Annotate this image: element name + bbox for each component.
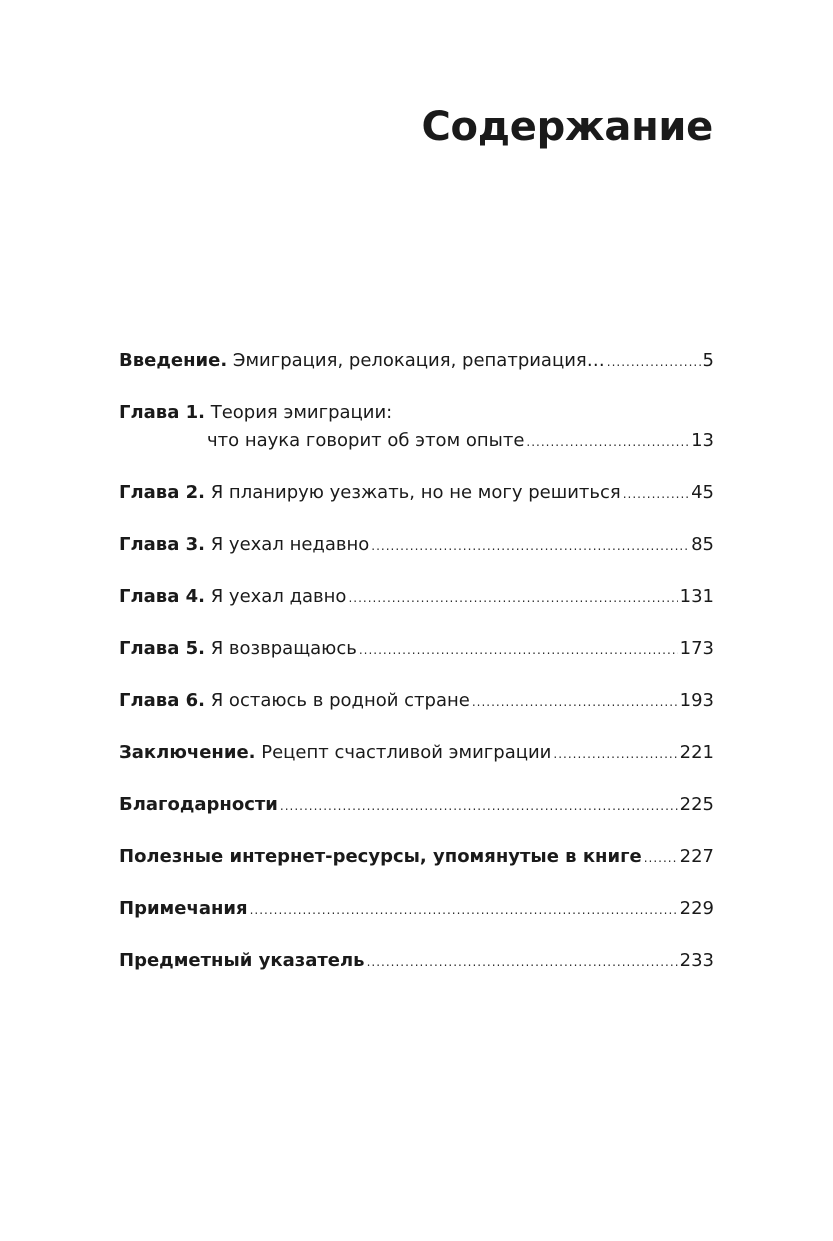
toc-entry-title: Предметный указатель	[119, 950, 365, 971]
toc-entry-lead: Введение.	[119, 350, 228, 371]
toc-entry-title: Полезные интернет-ресурсы, упомянутые в книге	[119, 846, 642, 867]
toc-page-number: 45	[691, 482, 714, 503]
toc-leader-dots	[472, 695, 678, 709]
toc-leader-dots	[280, 799, 678, 813]
toc-leader-dots	[644, 851, 678, 865]
page-title: Содержание	[421, 104, 713, 150]
toc-entry-lead: Глава 3.	[119, 534, 205, 555]
toc-entry-chapter-3[interactable]	[119, 534, 714, 555]
toc-entry-acknowledgements[interactable]	[119, 794, 714, 815]
toc-entry-lead: Глава 4.	[119, 586, 205, 607]
toc-entry-title: Я уехал давно	[210, 586, 347, 607]
toc-entry-introduction[interactable]	[119, 350, 714, 371]
toc-entry-chapter-4[interactable]	[119, 586, 714, 607]
toc-page-number: 229	[679, 898, 714, 919]
toc-entry-title: Я уехал недавно	[210, 534, 370, 555]
table-of-contents	[119, 350, 714, 971]
toc-page-number: 131	[679, 586, 714, 607]
toc-page-number: 85	[691, 534, 714, 555]
toc-leader-dots	[623, 487, 689, 501]
toc-entry-lead: Глава 2.	[119, 482, 205, 503]
toc-entry-title: Я остаюсь в родной стране	[210, 690, 470, 711]
toc-leader-dots	[553, 747, 677, 761]
toc-entry-chapter-6[interactable]	[119, 690, 714, 711]
toc-entry-notes[interactable]	[119, 898, 714, 919]
toc-entry-title: Примечания	[119, 898, 248, 919]
toc-entry-conclusion[interactable]	[119, 742, 714, 763]
toc-entry-title: Эмиграция, релокация, репатриация…	[232, 350, 605, 371]
toc-leader-dots	[250, 903, 678, 917]
toc-page-number: 227	[679, 846, 714, 867]
toc-leader-dots	[348, 591, 677, 605]
toc-page-number: 5	[702, 350, 714, 371]
toc-entry-title: Рецепт счастливой эмиграции	[261, 742, 552, 763]
toc-page-number: 13	[691, 430, 714, 451]
toc-leader-dots	[526, 435, 689, 449]
toc-page-number: 221	[679, 742, 714, 763]
toc-entry-lead: Глава 5.	[119, 638, 205, 659]
toc-entry-title: Я возвращаюсь	[210, 638, 357, 659]
toc-entry-chapter-5[interactable]	[119, 638, 714, 659]
toc-leader-dots	[371, 539, 689, 553]
toc-entry-title: Теория эмиграции:	[210, 402, 393, 423]
toc-entry-lead: Глава 1.	[119, 402, 205, 423]
toc-entry-index[interactable]	[119, 950, 714, 971]
toc-entry-title: что наука говорит об этом опыте	[207, 430, 525, 451]
toc-page-number: 233	[679, 950, 714, 971]
toc-entry-title: Я планирую уезжать, но не могу решиться	[210, 482, 621, 503]
toc-leader-dots	[359, 643, 678, 657]
toc-entry-chapter-1[interactable]	[119, 402, 714, 423]
toc-page-number: 193	[679, 690, 714, 711]
toc-entry-title: Благодарности	[119, 794, 278, 815]
toc-entry-lead: Глава 6.	[119, 690, 205, 711]
toc-page-number: 173	[679, 638, 714, 659]
toc-entry-chapter-2[interactable]	[119, 482, 714, 503]
toc-leader-dots	[607, 355, 701, 369]
toc-entry-chapter-1-continued[interactable]	[119, 430, 714, 451]
toc-entry-lead: Заключение.	[119, 742, 256, 763]
toc-page-number: 225	[679, 794, 714, 815]
toc-entry-resources[interactable]	[119, 846, 714, 867]
toc-leader-dots	[367, 955, 678, 969]
